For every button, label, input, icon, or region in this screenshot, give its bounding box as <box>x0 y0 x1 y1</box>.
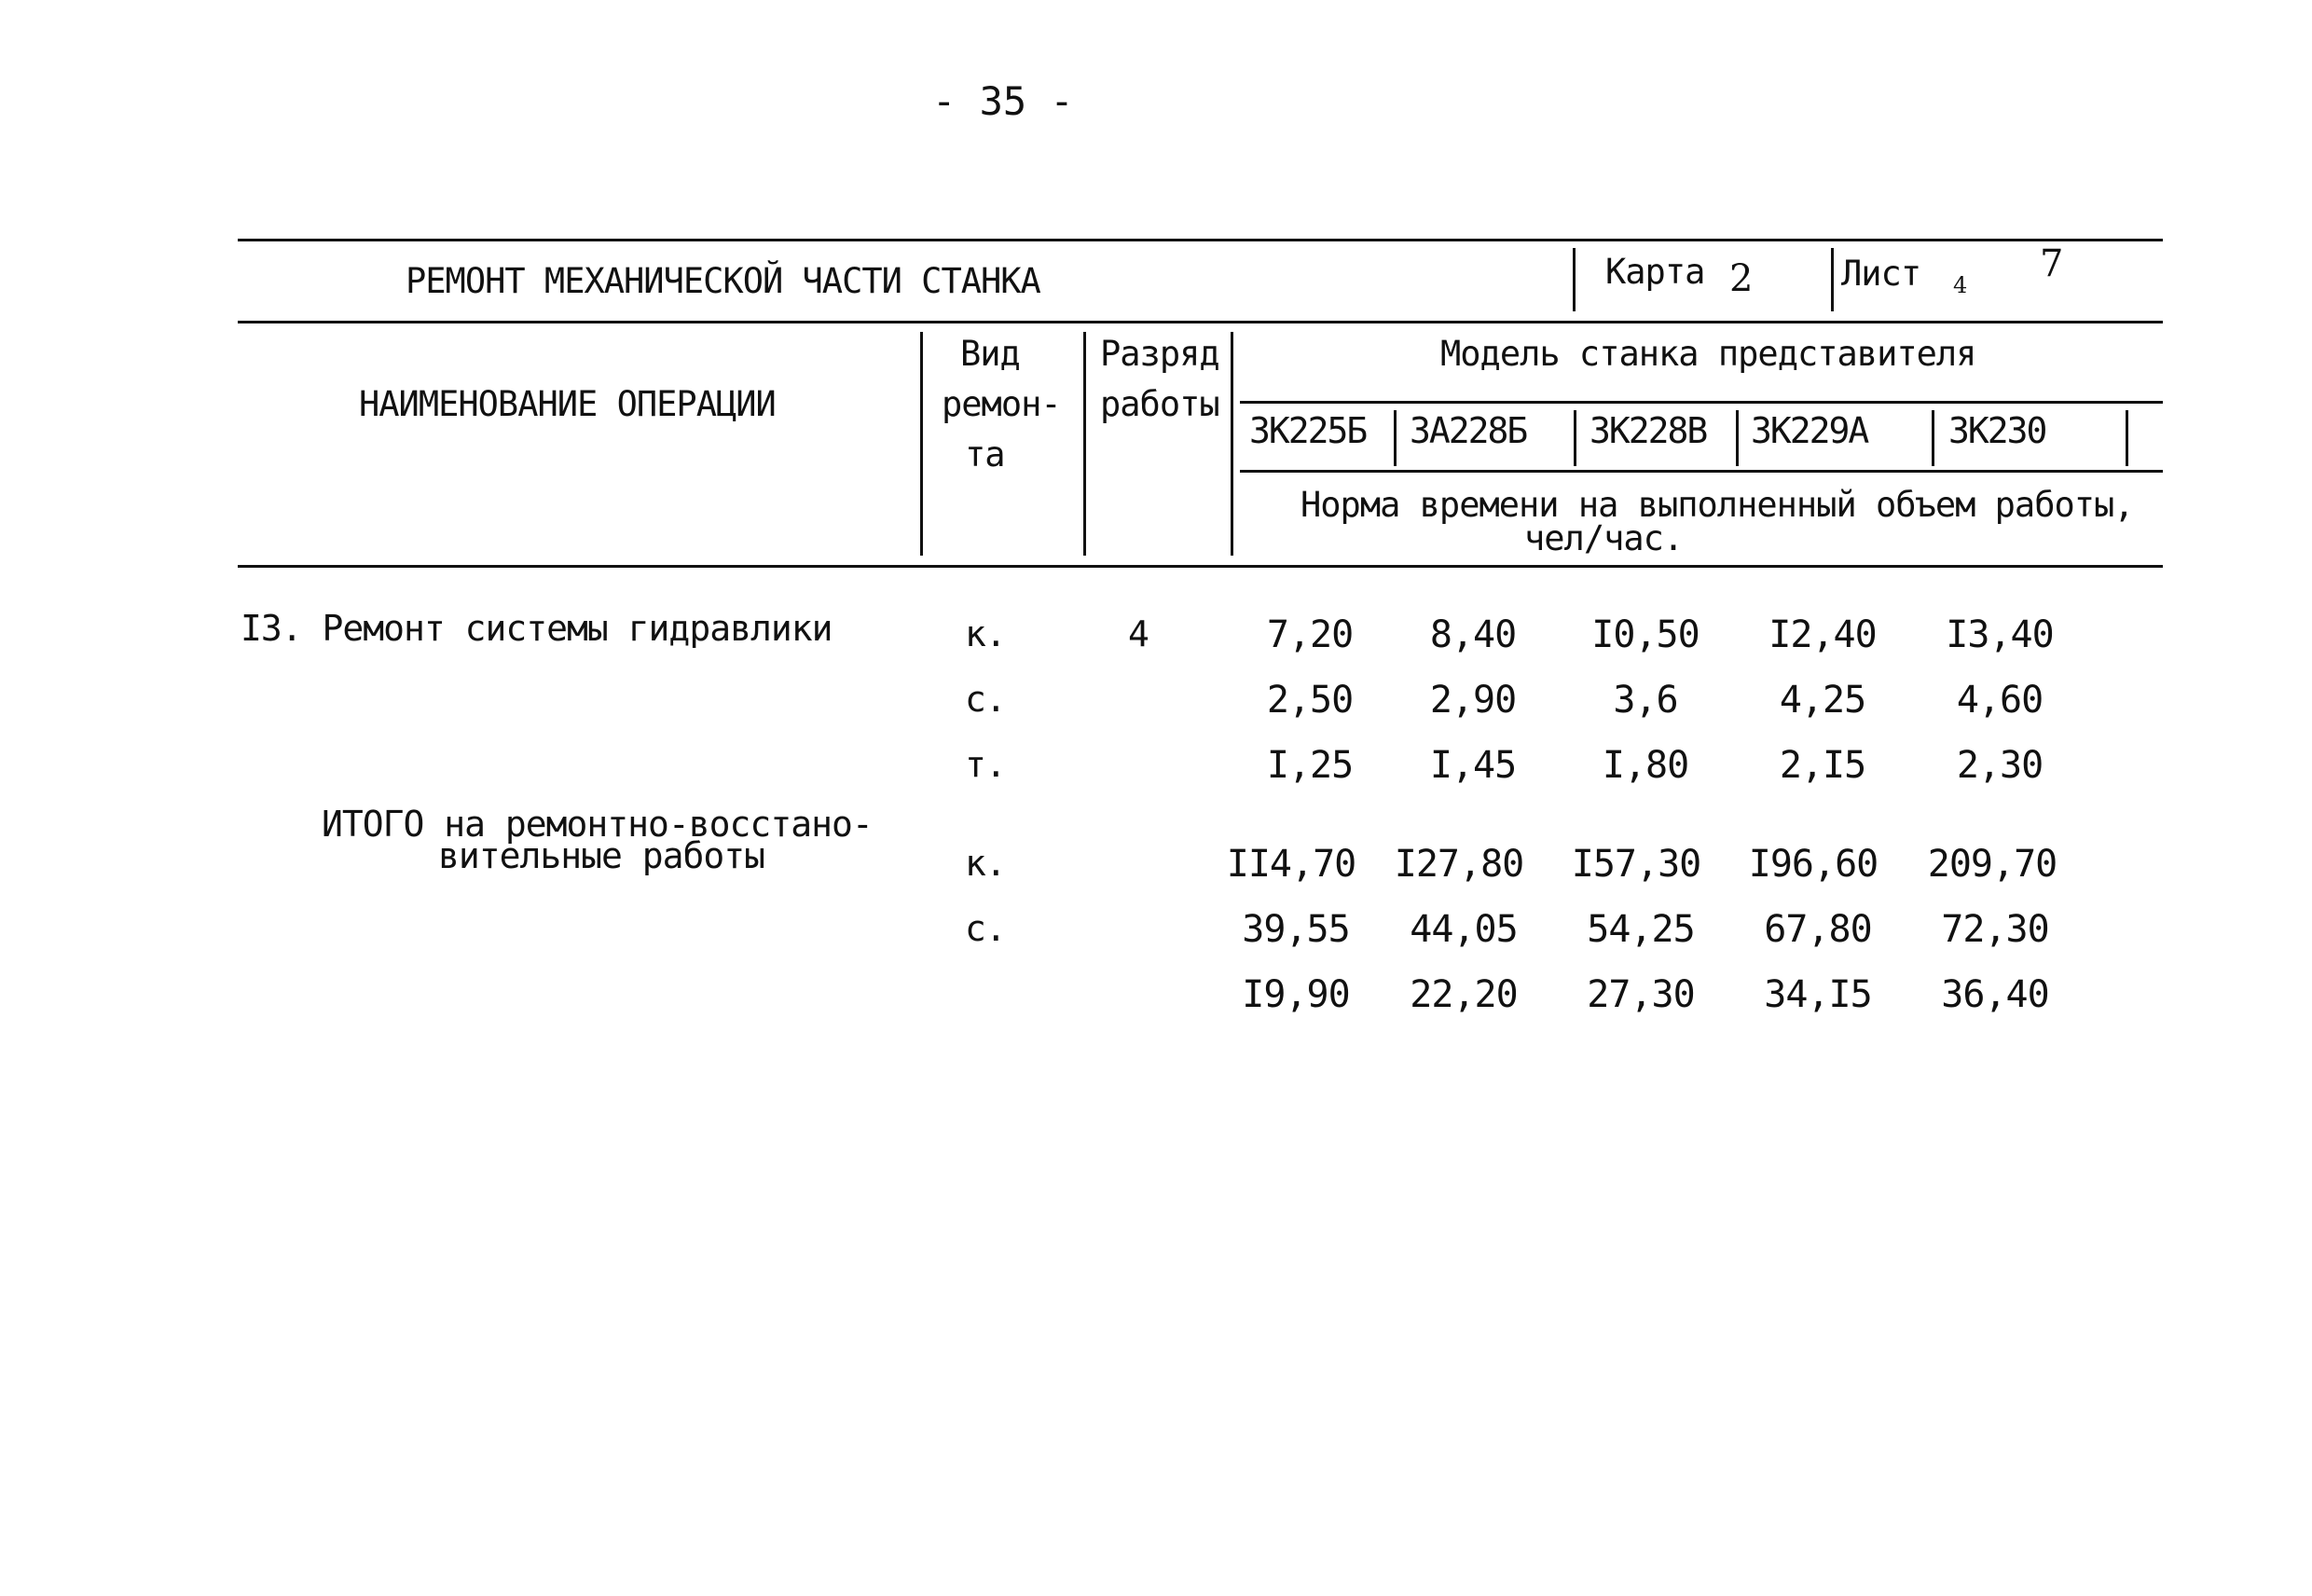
repair-type-header-line1: Вид <box>960 334 1020 374</box>
norm-header-line1: Норма времени на выполненный объем работы, <box>1300 485 2134 525</box>
model-group-header: Модель станка представителя <box>1440 334 1976 374</box>
norm-value: 2,30 <box>1956 744 2044 787</box>
top-rule <box>238 239 2163 241</box>
grade-header-line1: Разряд <box>1100 334 1219 374</box>
model-divider <box>1394 410 1397 466</box>
card-number: 2 <box>1729 257 1754 300</box>
total-value: 209,70 <box>1927 843 2057 886</box>
norm-header-line2: чел/час. <box>1524 518 1684 558</box>
total-value: 27,30 <box>1587 973 1695 1016</box>
header-rule <box>238 321 2163 323</box>
operation-header: НАИМЕНОВАНИЕ ОПЕРАЦИИ <box>359 384 776 424</box>
repair-type: к. <box>965 843 1006 884</box>
norm-value: I,80 <box>1602 744 1689 787</box>
card-divider <box>1573 248 1576 311</box>
total-value: I96,60 <box>1748 843 1878 886</box>
norm-value: I,25 <box>1266 744 1354 787</box>
col-divider-3 <box>1231 332 1233 556</box>
operation-name: I3. Ремонт системы гидравлики <box>241 608 833 649</box>
total-value: 67,80 <box>1764 908 1872 951</box>
col-divider-1 <box>920 332 923 556</box>
total-value: 39,55 <box>1242 908 1350 951</box>
model-divider <box>1932 410 1934 466</box>
norm-value: 8,40 <box>1429 613 1517 656</box>
total-value: 44,05 <box>1410 908 1518 951</box>
model-group-rule <box>1240 401 2163 404</box>
norm-value: I,45 <box>1429 744 1517 787</box>
sheet-divider <box>1831 248 1834 311</box>
sheet-label: Лист <box>1841 254 1921 294</box>
norm-value: 2,I5 <box>1779 744 1866 787</box>
total-value: I57,30 <box>1571 843 1701 886</box>
page-number: - 35 - <box>932 78 1074 124</box>
norm-value: 4,25 <box>1779 679 1866 722</box>
card-label: Карта <box>1605 252 1705 292</box>
total-value: 36,40 <box>1941 973 2049 1016</box>
model-name: 3К228В <box>1590 410 1707 451</box>
norm-value: 3,6 <box>1613 679 1678 722</box>
repair-type: к. <box>965 613 1006 654</box>
model-row-rule <box>1240 470 2163 473</box>
norm-value: 4,60 <box>1956 679 2044 722</box>
model-name: 3А228Б <box>1410 410 1527 451</box>
norm-value: 2,90 <box>1429 679 1517 722</box>
total-value: II4,70 <box>1226 843 1356 886</box>
totals-label-line2: вительные работы <box>438 835 765 876</box>
repair-type: т. <box>965 744 1006 785</box>
model-divider <box>1736 410 1739 466</box>
repair-type: с. <box>965 908 1006 949</box>
model-divider <box>1574 410 1576 466</box>
total-value: I27,80 <box>1394 843 1524 886</box>
total-value: 34,I5 <box>1764 973 1872 1016</box>
repair-type: с. <box>965 679 1006 720</box>
norm-value: 7,20 <box>1266 613 1354 656</box>
norm-value: I0,50 <box>1591 613 1700 656</box>
repair-type-header-line2: ремон- <box>942 384 1061 424</box>
norm-value: I3,40 <box>1946 613 2054 656</box>
sheet-number: 7 <box>2040 242 2064 285</box>
model-name: 3К230 <box>1948 410 2046 451</box>
totals-label-line1: ИТОГО на ремонтно-восстано- <box>322 804 873 845</box>
total-value: 54,25 <box>1587 908 1695 951</box>
norm-value: 2,50 <box>1266 679 1354 722</box>
total-value: 72,30 <box>1941 908 2049 951</box>
repair-type-header-line3: та <box>965 434 1005 475</box>
sheet-mark: 4 <box>1953 272 1968 298</box>
norm-value: I2,40 <box>1768 613 1877 656</box>
table-header-rule <box>238 565 2163 568</box>
total-value: I9,90 <box>1242 973 1350 1016</box>
col-divider-2 <box>1083 332 1086 556</box>
total-value: 22,20 <box>1410 973 1518 1016</box>
model-divider <box>2126 410 2128 466</box>
model-name: 3К225Б <box>1249 410 1367 451</box>
document-title: РЕМОНТ МЕХАНИЧЕСКОЙ ЧАСТИ СТАНКА <box>406 261 1040 301</box>
work-grade: 4 <box>1128 613 1149 654</box>
grade-header-line2: работы <box>1100 384 1219 424</box>
model-name: 3К229А <box>1751 410 1868 451</box>
